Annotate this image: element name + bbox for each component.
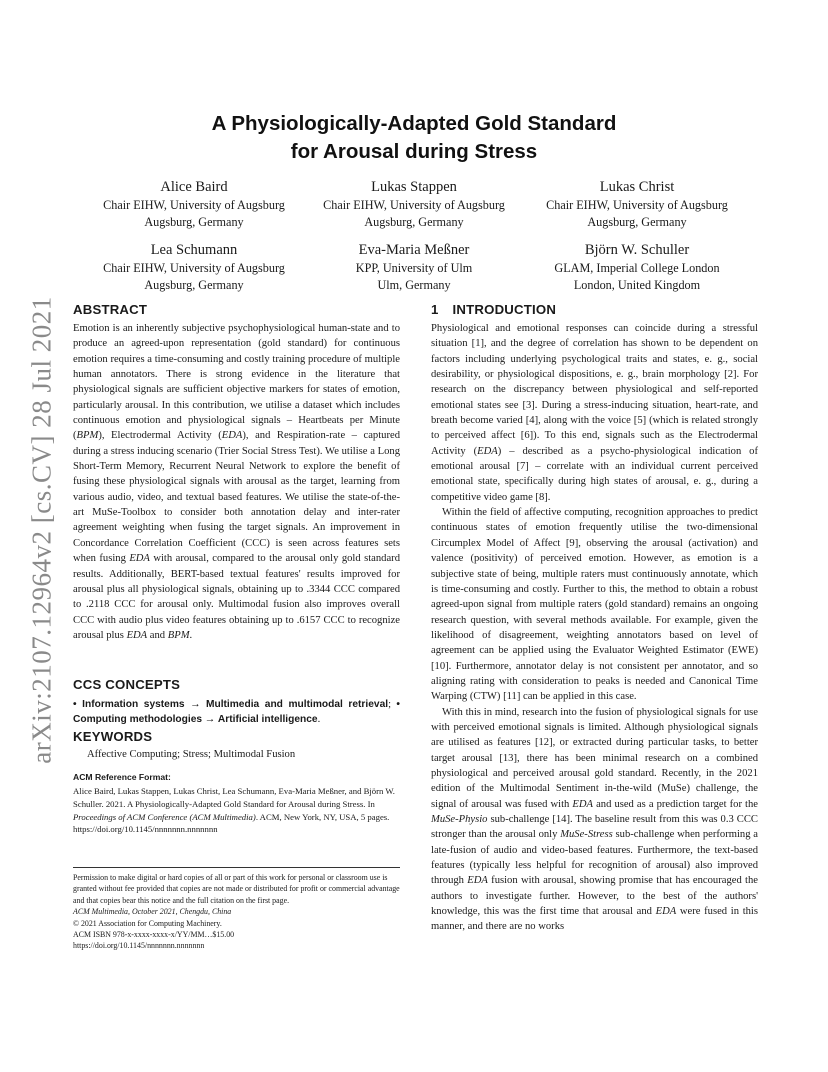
conference-venue: ACM Multimedia, October 2021, Chengdu, China — [73, 907, 232, 917]
keywords-heading: KEYWORDS — [73, 729, 153, 744]
author-block — [79, 178, 309, 230]
author-location: Augsburg, Germany — [364, 214, 464, 229]
author-block — [299, 241, 529, 293]
author-location: London, United Kingdom — [573, 277, 701, 292]
introduction-heading: 1 INTRODUCTION — [431, 302, 557, 317]
copyright-line: © 2021 Association for Computing Machinery. — [73, 918, 222, 928]
author-name: Lea Schumann — [150, 242, 238, 258]
abstract-body — [73, 321, 400, 643]
author-affiliation: Chair EIHW, University of Augsburg — [546, 198, 728, 212]
author-block — [299, 178, 529, 230]
author-block — [79, 241, 309, 293]
author-name: Björn W. Schuller — [584, 242, 690, 258]
author-location: Augsburg, Germany — [587, 214, 687, 229]
author-name: Lukas Christ — [599, 179, 675, 195]
intro-paragraph: Within the field of affective computing, recognition approaches to predict continuous states of emotion frequently utilise the two-dimensional Circumplex Model of Affect [9], observing the arousal (activation) and valence (positivity) of perceived emotion. However, as emotion is a subjective state of being, multiple raters must continuously annotate, which is time-consuming and costly. Further to this, the method to obtain a robust agreed-upon signal from multiple raters (gold standard) remains an ongoing research question, with several methods available. For example, given the likelihood of disagreement, weighting annotators based on level of agreement can be applied using the Evaluator Weighted Estimator (EWE) [10]. Furthermore, annotator delay is not consistent per annotator, and so aligning rating with consideration to peaks is needed and Canonical Time Warping (CTW) [11] can be applied in this case. — [431, 507, 758, 703]
permission-text: Permission to make digital or hard copies of all or part of this work for personal or classroom use is granted without fee provided that copies are not made or distributed for profit or commercial advantage and that copies bear this notice and the full citation on the first page. — [73, 873, 400, 905]
arxiv-identifier: arXiv:2107.12964v2 [cs.CV] 28 Jul 2021 — [26, 296, 57, 764]
author-name: Lukas Stappen — [371, 179, 457, 195]
author-affiliation: Chair EIHW, University of Augsburg — [103, 261, 285, 275]
author-location: Ulm, Germany — [377, 277, 451, 292]
doi-line: https://doi.org/10.1145/nnnnnnn.nnnnnnn — [73, 941, 205, 951]
acm-reference-text: Alice Baird, Lukas Stappen, Lukas Christ, Lea Schumann, Eva-Maria Meßner, and Björn W. Schuller. 2021. A Physiologically-Adapted Gold Standard for Arousal during Stress. In Proceedings of ACM Conference (ACM Multimedia). ACM, New York, NY, USA, 5 pages. https://doi.org/10.1145/nnnnnnn.nnnnnnn — [73, 786, 395, 835]
author-affiliation: Chair EIHW, University of Augsburg — [323, 198, 505, 212]
introduction-body — [431, 321, 758, 935]
author-block — [522, 241, 752, 293]
permission-notice — [73, 872, 403, 952]
author-block — [522, 178, 752, 230]
ccs-concepts: • Information systems → Multimedia and multimodal retrieval; • Computing methodologies → Artificial intelligence. — [73, 699, 400, 725]
author-affiliation: KPP, University of Ulm — [355, 261, 473, 275]
author-affiliation: GLAM, Imperial College London — [554, 261, 720, 275]
title-line-1: A Physiologically-Adapted Gold Standard — [211, 112, 617, 135]
intro-paragraph: With this in mind, research into the fusion of physiological signals for use with perceived emotional signals is limited. Although physiological signals are utilised as features [12], or extracted during particular tasks, to better target arousal [13], there has been minimal research on a combined physiological and perceived arousal gold standard. Recently, in the 2021 edition of the Multimodal Sentiment in-the-wild (MuSe) challenge, the signal of arousal was fused with EDA and used as a prediction target for the MuSe-Physio sub-challenge [14]. The baseline result from this was 0.3 CCC stronger than the arousal only MuSe-Stress sub-challenge when performing a late-fusion of audio and video-based features. Furthermore, the text-based features (typically less helpful for recognition of arousal) also improved through EDA fusion with arousal, showing promise that has encouraged the authors to investigate further. However, to the best of the authors' knowledge, this was the first time that arousal and EDA were fused in this manner, and there are no works — [431, 706, 759, 933]
author-name: Alice Baird — [160, 179, 228, 195]
paper-title — [0, 110, 828, 166]
abstract-paragraph: Emotion is an inherently subjective psychophysiological human-state and to produce an agreed-upon representation (gold standard) for continuous emotion requires a time-consuming and costly training procedure of multiple human annotators. There is strong evidence in the literature that physiological signals are sufficient objective markers for states of emotion, particularly arousal. In this contribution, we utilise a dataset which includes continuous emotion and physiological signals – Heartbeats per Minute (BPM), Electrodermal Activity (EDA), and Respiration-rate – captured during a stress inducing scenario (Trier Social Stress Test). We utilise a Long Short-Term Memory, Recurrent Neural Network to explore the benefit of fusing these physiological signals with arousal as the target, learning from various audio, video, and textual based features. We utilise the state-of-the-art MuSe-Toolbox to consider both annotation delay and inter-rater agreement weighting when fusing the target signals. An improvement in Concordance Correlation Coefficient (CCC) is seen across features sets when fusing EDA with arousal, compared to the arousal only gold standard results. Additionally, BERT-based textual features' results improved for arousal plus all physiological signals, obtaining up to .3344 CCC compared to .2118 CCC for arousal only. Multimodal fusion also improves overall CCC with audio plus video features obtaining up to .6157 CCC to recognize arousal plus EDA and BPM. — [73, 323, 400, 641]
intro-paragraph: Physiological and emotional responses can coincide during a stressful situation [1], and the degree of correlation has shown to be dependent on factors including underlying psychological traits and states, e. g., social desirability, or physiological dispositions, e. g., brain morphology [2]. For research on the discrepancy between physiological and self-reported emotional states see [3]. During a stress-inducing situation, heart-rate, and breath become varied [4], along with the voice [5] (which is related strongly to perceived affect [6]). To this end, signals such as the Electrodermal Activity (EDA) – described as a psycho-physiological indication of emotional arousal [7] – correlate with an individual current perceived emotional state, specifically during high states of arousal, e. g., during a competitive video game [8]. — [431, 323, 758, 503]
keywords-list: Affective Computing; Stress; Multimodal Fusion — [87, 749, 296, 760]
title-line-2: for Arousal during Stress — [290, 140, 538, 163]
isbn-line: ACM ISBN 978-x-xxxx-xxxx-x/YY/MM…$15.00 — [73, 930, 235, 940]
author-location: Augsburg, Germany — [144, 277, 244, 292]
author-location: Augsburg, Germany — [144, 214, 244, 229]
acm-reference-heading: ACM Reference Format: — [73, 772, 171, 782]
abstract-heading: ABSTRACT — [73, 302, 148, 317]
footnote-divider — [73, 867, 400, 868]
author-name: Eva-Maria Meßner — [358, 242, 470, 258]
ccs-heading: CCS CONCEPTS — [73, 677, 181, 692]
author-affiliation: Chair EIHW, University of Augsburg — [103, 198, 285, 212]
